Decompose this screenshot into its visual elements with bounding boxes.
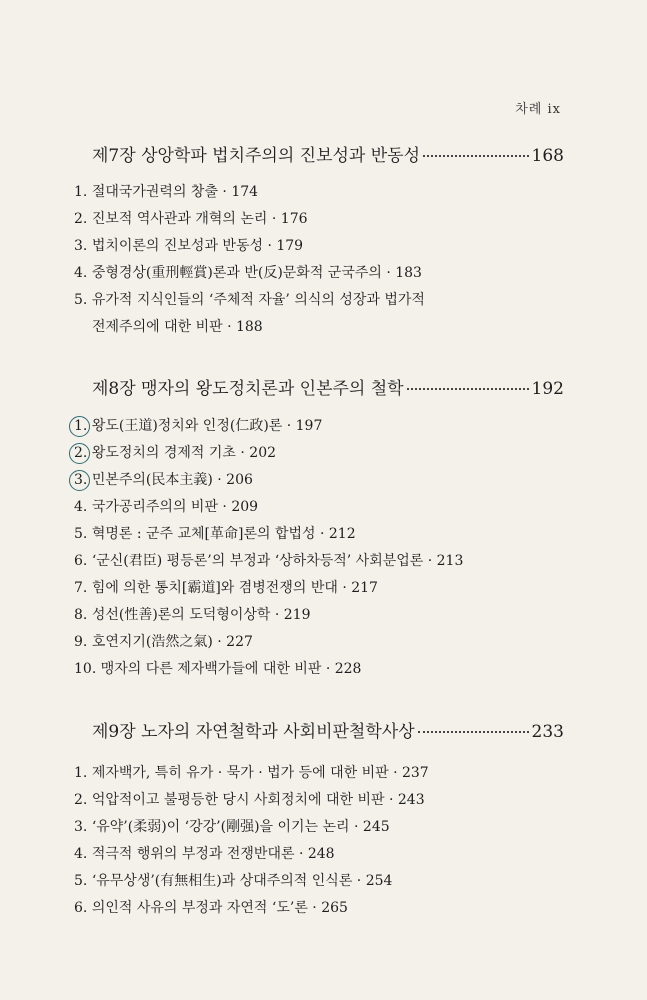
chapter-9-items <box>74 760 574 922</box>
toc-entry: 5. 유가적 지식인들의 ‘주체적 자율’ 의식의 성장과 법가적 <box>74 292 425 308</box>
circled-number: 1. <box>74 413 87 440</box>
chapter-title: 제9장 노자의 자연철학과 사회비판철학사상 <box>92 722 415 742</box>
toc-entry: 3. ‘유약’(柔弱)이 ‘강강’(剛强)을 이기는 논리 · 245 <box>74 819 390 835</box>
chapter-9-heading <box>92 717 564 742</box>
leader-dots <box>407 388 529 390</box>
chapter-7-heading <box>92 141 564 166</box>
chapter-page-number: 233 <box>531 722 564 742</box>
chapter-title: 제8장 맹자의 왕도정치론과 인본주의 철학 <box>92 379 404 399</box>
toc-entry: 3. 민본주의(民本主義) · 206 <box>74 467 574 494</box>
toc-entry: 1. 왕도(王道)정치와 인정(仁政)론 · 197 <box>74 413 574 440</box>
toc-entry: 2. 왕도정치의 경제적 기초 · 202 <box>74 440 574 467</box>
toc-entry: 6. ‘군신(君臣) 평등론’의 부정과 ‘상하차등적’ 사회분업론 · 213 <box>74 553 464 569</box>
toc-entry: 1. 절대국가권력의 창출 · 174 <box>74 184 259 200</box>
running-header: 차례 ix <box>515 102 561 117</box>
toc-entry: 2. 진보적 역사관과 개혁의 논리 · 176 <box>74 211 308 227</box>
toc-entry: 9. 호연지기(浩然之氣) · 227 <box>74 634 253 650</box>
toc-entry: 5. ‘유무상생’(有無相生)과 상대주의적 인식론 · 254 <box>74 873 393 889</box>
toc-entry: 2. 억압적이고 불평등한 당시 사회정치에 대한 비판 · 243 <box>74 792 425 808</box>
toc-entry: 10. 맹자의 다른 제자백가들에 대한 비판 · 228 <box>74 661 362 677</box>
chapter-8-heading <box>92 374 564 399</box>
toc-entry: 4. 중형경상(重刑輕賞)론과 반(反)문화적 군국주의 · 183 <box>74 265 422 281</box>
circled-number: 2. <box>74 440 87 467</box>
toc-entry: 3. 법치이론의 진보성과 반동성 · 179 <box>74 238 304 254</box>
toc-entry: 1. 제자백가, 특히 유가 · 묵가 · 법가 등에 대한 비판 · 237 <box>74 765 429 781</box>
toc-entry: 4. 국가공리주의의 비판 · 209 <box>74 499 259 515</box>
toc-entry: 5. 혁명론 : 군주 교체[革命]론의 합법성 · 212 <box>74 526 356 542</box>
toc-entry: 8. 성선(性善)론의 도덕형이상학 · 219 <box>74 607 311 623</box>
chapter-8-items <box>74 413 574 683</box>
chapter-title: 제7장 상앙학파 법치주의의 진보성과 반동성 <box>92 146 421 166</box>
toc-entry: 4. 적극적 행위의 부정과 전쟁반대론 · 248 <box>74 846 335 862</box>
leader-dots <box>418 731 529 733</box>
chapter-page-number: 192 <box>531 379 564 399</box>
chapter-page-number: 168 <box>531 146 564 166</box>
toc-entry-continuation: 전제주의에 대한 비판 · 188 <box>92 319 263 335</box>
chapter-7-items <box>74 179 574 341</box>
circled-number: 3. <box>74 467 87 494</box>
leader-dots <box>423 155 529 157</box>
toc-entry: 7. 힘에 의한 통치[霸道]와 겸병전쟁의 반대 · 217 <box>74 580 378 596</box>
toc-entry: 6. 의인적 사유의 부정과 자연적 ‘도’론 · 265 <box>74 900 348 916</box>
